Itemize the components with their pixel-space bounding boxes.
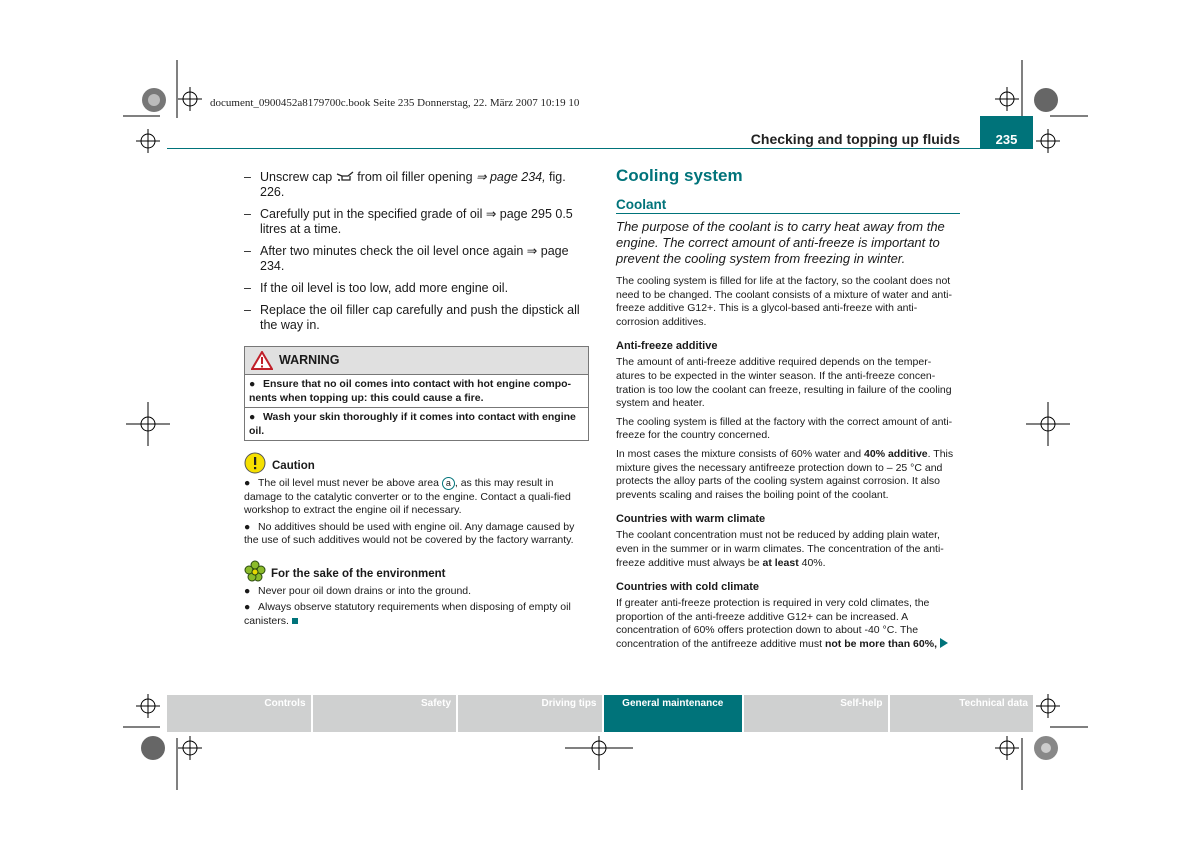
paragraph: If greater anti-freeze protection is required in very cold climates, the proportion of the anti-freeze additive G12+ can be increased. A concentration of 60% offers protection down to about -40 °C. The concentration of the antifreeze additive must not be more than 60%, <box>616 597 960 651</box>
caution-item: ● The oil level must never be above area a , as this may result in damage to the catalytic converter or to the engine. Contact a quali-fied workshop to extract the engine oil if necessary. <box>244 477 571 516</box>
nav-tab-safety[interactable]: Safety <box>313 695 457 732</box>
right-column <box>616 168 960 651</box>
paragraph: The coolant concentration must not be reduced by adding plain water, even in the summer or in warm climates. The concentration of the anti-freeze additive must always be at least 40%. <box>616 529 944 569</box>
subsection-title: Coolant <box>616 197 960 214</box>
nav-tab-controls[interactable]: Controls <box>167 695 311 732</box>
step-add-oil: – If the oil level is too low, add more engine oil. <box>244 281 589 296</box>
warning-item: ● Wash your skin thoroughly if it comes into contact with engine oil. <box>245 407 588 440</box>
oil-can-icon <box>336 171 354 182</box>
flower-icon <box>244 560 266 582</box>
caution-header <box>244 452 589 474</box>
environment-item: ● Never pour oil down drains or into the ground. <box>244 584 472 597</box>
warning-item: ● Ensure that no oil comes into contact with hot engine compo-nents when topping up: this could cause a fire. <box>249 378 572 404</box>
continue-arrow-icon[interactable] <box>940 638 948 648</box>
heading-warm-climate: Countries with warm climate <box>616 513 766 526</box>
caution-title: Caution <box>272 460 315 472</box>
paragraph: In most cases the mixture consists of 60% water and 40% additive. This mixture gives the necessary antifreeze protection down to – 25 °C and protects the alloy parts of the cooling system against corrosion. It also prevents scaling and raises the boiling point of the coolant. <box>616 447 954 501</box>
step-unscrew-cap: – Unscrew cap from oil filler opening ⇒ page 234, fig. 226. <box>244 170 589 200</box>
nav-tab-technical-data[interactable]: Technical data <box>890 695 1034 732</box>
heading-antifreeze: Anti-freeze additive <box>616 340 718 353</box>
chapter-nav <box>167 695 1033 732</box>
page-number: 235 <box>980 116 1033 149</box>
end-marker-icon <box>292 618 298 624</box>
warning-title: WARNING <box>279 353 340 367</box>
page-ref-link[interactable]: ⇒ page 234, <box>476 170 546 184</box>
paragraph: The amount of anti-freeze additive required depends on the temper-atures to be expected in the winter season. If the anti-freeze concen-tration is too low the coolant can freeze, resulting in failure of the cooling system and heater. <box>616 356 952 410</box>
left-column <box>244 170 589 628</box>
caution-icon <box>244 452 266 474</box>
paragraph: The cooling system is filled for life at the factory, so the coolant does not need to be changed. The coolant consists of a mixture of water and anti-freeze additive G12+. This is a glycol-based anti-freeze with anti-corrosion additives. <box>616 275 953 328</box>
chapter-title: Checking and topping up fluids <box>750 131 960 147</box>
section-title: Cooling system <box>616 166 743 185</box>
header-rule <box>167 148 1033 149</box>
file-note: document_0900452a8179700c.book Seite 235 Donnerstag, 22. März 2007 10:19 10 <box>210 97 580 109</box>
lead-paragraph: The purpose of the coolant is to carry heat away from the engine. The correct amount of anti-freeze is important to prevent the cooling system from freezing in winter. <box>616 219 945 266</box>
warning-header <box>245 347 588 375</box>
caution-item: ● No additives should be used with engine oil. Any damage caused by the use of such additives would not be covered by the factory warranty. <box>244 520 575 546</box>
environment-title: For the sake of the environment <box>271 567 446 580</box>
step-replace-cap: – Replace the oil filler cap carefully and push the dipstick all the way in. <box>244 303 589 333</box>
heading-cold-climate: Countries with cold climate <box>616 581 760 594</box>
environment-item: ● Always observe statutory requirements when disposing of empty oil canisters. <box>244 601 571 627</box>
area-a-marker: a <box>442 477 455 490</box>
step-check-level: – After two minutes check the oil level once again ⇒ page 234. <box>244 244 589 274</box>
paragraph: The cooling system is filled at the factory with the correct amount of anti-freeze for the country concerned. <box>616 415 953 442</box>
step-fill-oil: – Carefully put in the specified grade of oil ⇒ page 295 0.5 litres at a time. <box>244 207 589 237</box>
warning-triangle-icon <box>251 351 273 370</box>
nav-tab-general-maintenance[interactable]: General maintenance <box>604 695 743 732</box>
nav-tab-self-help[interactable]: Self-help <box>744 695 888 732</box>
nav-tab-driving-tips[interactable]: Driving tips <box>458 695 602 732</box>
environment-header <box>244 560 589 582</box>
warning-box <box>244 346 589 441</box>
